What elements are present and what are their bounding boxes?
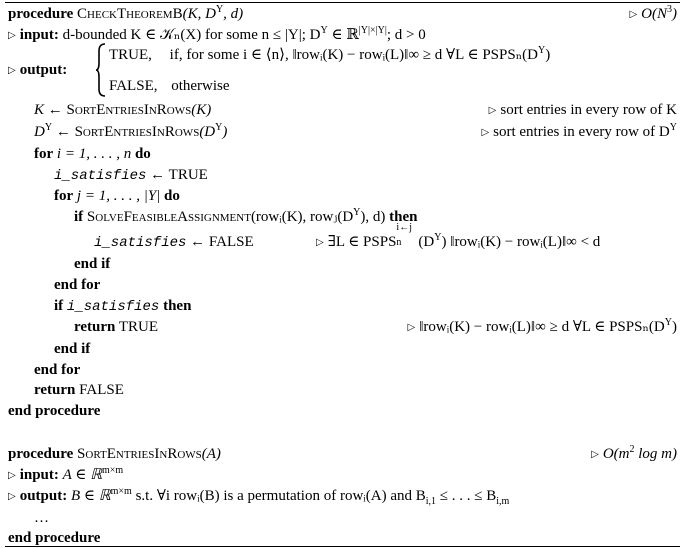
complexity-sup: 3 xyxy=(667,4,672,15)
output-label xyxy=(8,60,67,82)
triangle-icon: ▷ xyxy=(488,105,497,116)
call-name: SortEntriesInRows xyxy=(66,102,192,118)
triangle-icon: ▷ xyxy=(629,9,638,20)
output-keyword: output: xyxy=(19,62,68,78)
assign-true: ← TRUE xyxy=(146,167,208,183)
return-value: TRUE xyxy=(115,319,159,335)
input-sup-2: |Y|×|Y| xyxy=(358,25,387,36)
return-keyword: return xyxy=(34,382,76,398)
output-sup: m×m xyxy=(110,486,132,497)
isat-false-line xyxy=(94,232,254,253)
comment-sup: Y xyxy=(664,317,672,328)
output-text-2: s.t. ∀i rowᵢ(B) is a permutation of rowᵢ(A) and B xyxy=(131,488,426,504)
complexity-sup: 2 xyxy=(629,444,635,455)
case-true-end: ) xyxy=(545,47,551,63)
input-line xyxy=(8,25,426,47)
comment-text-2: (D xyxy=(418,234,435,250)
end-if: end if xyxy=(74,256,111,272)
assign-left: K ← xyxy=(34,102,67,118)
complexity-annotation-2 xyxy=(591,444,677,466)
procedure-args-sup: Y xyxy=(215,4,224,15)
triangle-icon: ▷ xyxy=(407,322,416,333)
sort-d-line xyxy=(34,122,227,142)
return-keyword: return xyxy=(74,319,116,335)
triangle-icon: ▷ xyxy=(8,491,16,502)
then-keyword: then xyxy=(389,209,418,225)
if-solve-line xyxy=(74,207,417,227)
call-args-end: ), d) xyxy=(360,209,390,225)
triangle-icon: ▷ xyxy=(8,470,16,481)
assign-false: ← FALSE xyxy=(186,234,254,250)
procedure-keyword: procedure xyxy=(8,6,74,22)
triangle-icon: ▷ xyxy=(316,237,324,248)
comment-text: ∃L ∈ PSPS xyxy=(327,234,397,250)
assign-left: D xyxy=(34,124,45,140)
comment-text-3: ) ‖rowᵢ(K) − rowᵢ(L)‖∞ < d xyxy=(441,234,601,250)
top-rule xyxy=(5,2,680,3)
case-true xyxy=(109,45,550,65)
triangle-icon: ▷ xyxy=(8,30,16,41)
procedure-header-2 xyxy=(8,444,221,464)
end-for: end for xyxy=(54,277,101,293)
variable-i-satisfies: i_satisfies xyxy=(66,299,160,315)
sort-k-line xyxy=(34,100,211,120)
for-i-line xyxy=(34,144,151,164)
input-sup: m×m xyxy=(102,465,124,476)
output-text: B ∈ ℝ xyxy=(70,488,111,504)
sort-k-comment xyxy=(489,100,677,122)
assign-left-sup: Y xyxy=(44,122,53,133)
call-arg: (D xyxy=(199,124,216,140)
case-true-condition: if, for some i ∈ ⟨n⟩, ‖rowᵢ(K) − rowᵢ(L)‖∞ ≥ d ∀L ∈ PSPSₙ(D xyxy=(169,47,539,63)
call-arg: (K) xyxy=(191,102,212,118)
return-value: FALSE xyxy=(75,382,124,398)
comment-text: sort entries in every row of K xyxy=(500,102,677,118)
input-text: A ∈ ℝ xyxy=(62,467,103,483)
call-args-sup: Y xyxy=(353,207,361,218)
input-keyword: input: xyxy=(19,27,59,43)
input-sup: Y xyxy=(320,25,328,36)
isat-init-line xyxy=(54,165,208,186)
return-true-comment xyxy=(408,317,677,339)
output-sub: i,1 xyxy=(425,496,437,507)
comment-text: sort entries in every row of D xyxy=(493,124,670,140)
isat-false-comment: ▷ ∃L ∈ PSPS i←j n $(D^Y)$ ‖rowᵢ(K) − rowᵢ(L)‖∞ < d xyxy=(316,222,601,250)
variable-i-satisfies: i_satisfies xyxy=(94,235,187,251)
assign-arrow: ← xyxy=(52,124,75,140)
call-name: SortEntriesInRows xyxy=(74,124,200,140)
procedure-args: (A) xyxy=(201,446,221,462)
call-arg-end: ) xyxy=(222,124,228,140)
call-name: SolveFeasibleAssignment xyxy=(86,209,251,225)
for-j-line xyxy=(54,186,180,206)
output-text-3: ≤ . . . ≤ B xyxy=(436,488,497,504)
ellipsis-line: … xyxy=(34,510,49,526)
if-isat-line xyxy=(54,296,191,317)
complexity-annotation xyxy=(629,4,677,26)
procedure-keyword: procedure xyxy=(8,446,74,462)
case-false xyxy=(109,76,230,96)
for-keyword: for xyxy=(54,188,74,204)
input-line-2 xyxy=(8,465,123,487)
if-keyword: if xyxy=(54,298,64,314)
input-text-3: ; d > 0 xyxy=(386,27,426,43)
procedure-args-end: , d) xyxy=(223,6,244,22)
return-false-line xyxy=(34,380,124,400)
left-brace xyxy=(95,43,107,97)
procedure-header xyxy=(8,4,243,24)
triangle-icon: ▷ xyxy=(8,65,16,76)
comment-sup-2: Y xyxy=(434,232,442,243)
output-keyword: output: xyxy=(19,488,68,504)
for-range: j = 1, . . . , |Y| xyxy=(73,188,165,204)
case-false-value: FALSE, xyxy=(109,78,158,94)
for-keyword: for xyxy=(34,146,54,162)
complexity-text: O(N xyxy=(641,6,667,22)
input-keyword: input: xyxy=(19,467,59,483)
case-true-sup: Y xyxy=(538,45,546,56)
then-keyword: then xyxy=(163,298,192,314)
case-false-condition: otherwise xyxy=(171,78,230,94)
complexity-end: log m) xyxy=(634,446,677,462)
if-keyword: if xyxy=(74,209,84,225)
do-keyword: do xyxy=(164,188,180,204)
end-for: end for xyxy=(34,362,81,378)
comment-text: ‖rowᵢ(K) − rowᵢ(L)‖∞ ≥ d ∀L ∈ PSPSₙ(D xyxy=(419,319,665,335)
sort-d-comment xyxy=(481,122,677,144)
variable-i-satisfies: i_satisfies xyxy=(54,168,147,184)
procedure-name: CheckTheoremB xyxy=(77,6,183,22)
complexity-text: O(m xyxy=(602,446,630,462)
complexity-end: ) xyxy=(672,6,677,22)
triangle-icon: ▷ xyxy=(481,127,490,138)
end-if: end if xyxy=(54,341,91,357)
for-range: i = 1, . . . , n xyxy=(53,146,135,162)
comment-sup: Y xyxy=(669,122,677,133)
output-line-2 xyxy=(8,486,509,508)
case-true-value: TRUE, xyxy=(109,47,152,63)
return-true-line xyxy=(74,317,158,337)
call-args: (rowᵢ(K), rowⱼ(D xyxy=(250,209,354,225)
triangle-icon: ▷ xyxy=(591,449,599,460)
end-procedure-2: end procedure xyxy=(8,530,101,546)
input-text-2: ∈ ℝ xyxy=(327,27,359,43)
call-arg-sup: Y xyxy=(215,122,223,133)
output-sub-2: i,m xyxy=(496,496,510,507)
procedure-args: (K, D xyxy=(182,6,216,22)
procedure-name: SortEntriesInRows xyxy=(77,446,202,462)
end-procedure: end procedure xyxy=(8,403,101,419)
do-keyword: do xyxy=(134,146,151,162)
input-text: d-bounded K ∈ 𝒦ₙ(X) for some n ≤ |Y|; D xyxy=(62,27,321,43)
comment-end: ) xyxy=(672,319,677,335)
bottom-rule xyxy=(5,546,680,547)
